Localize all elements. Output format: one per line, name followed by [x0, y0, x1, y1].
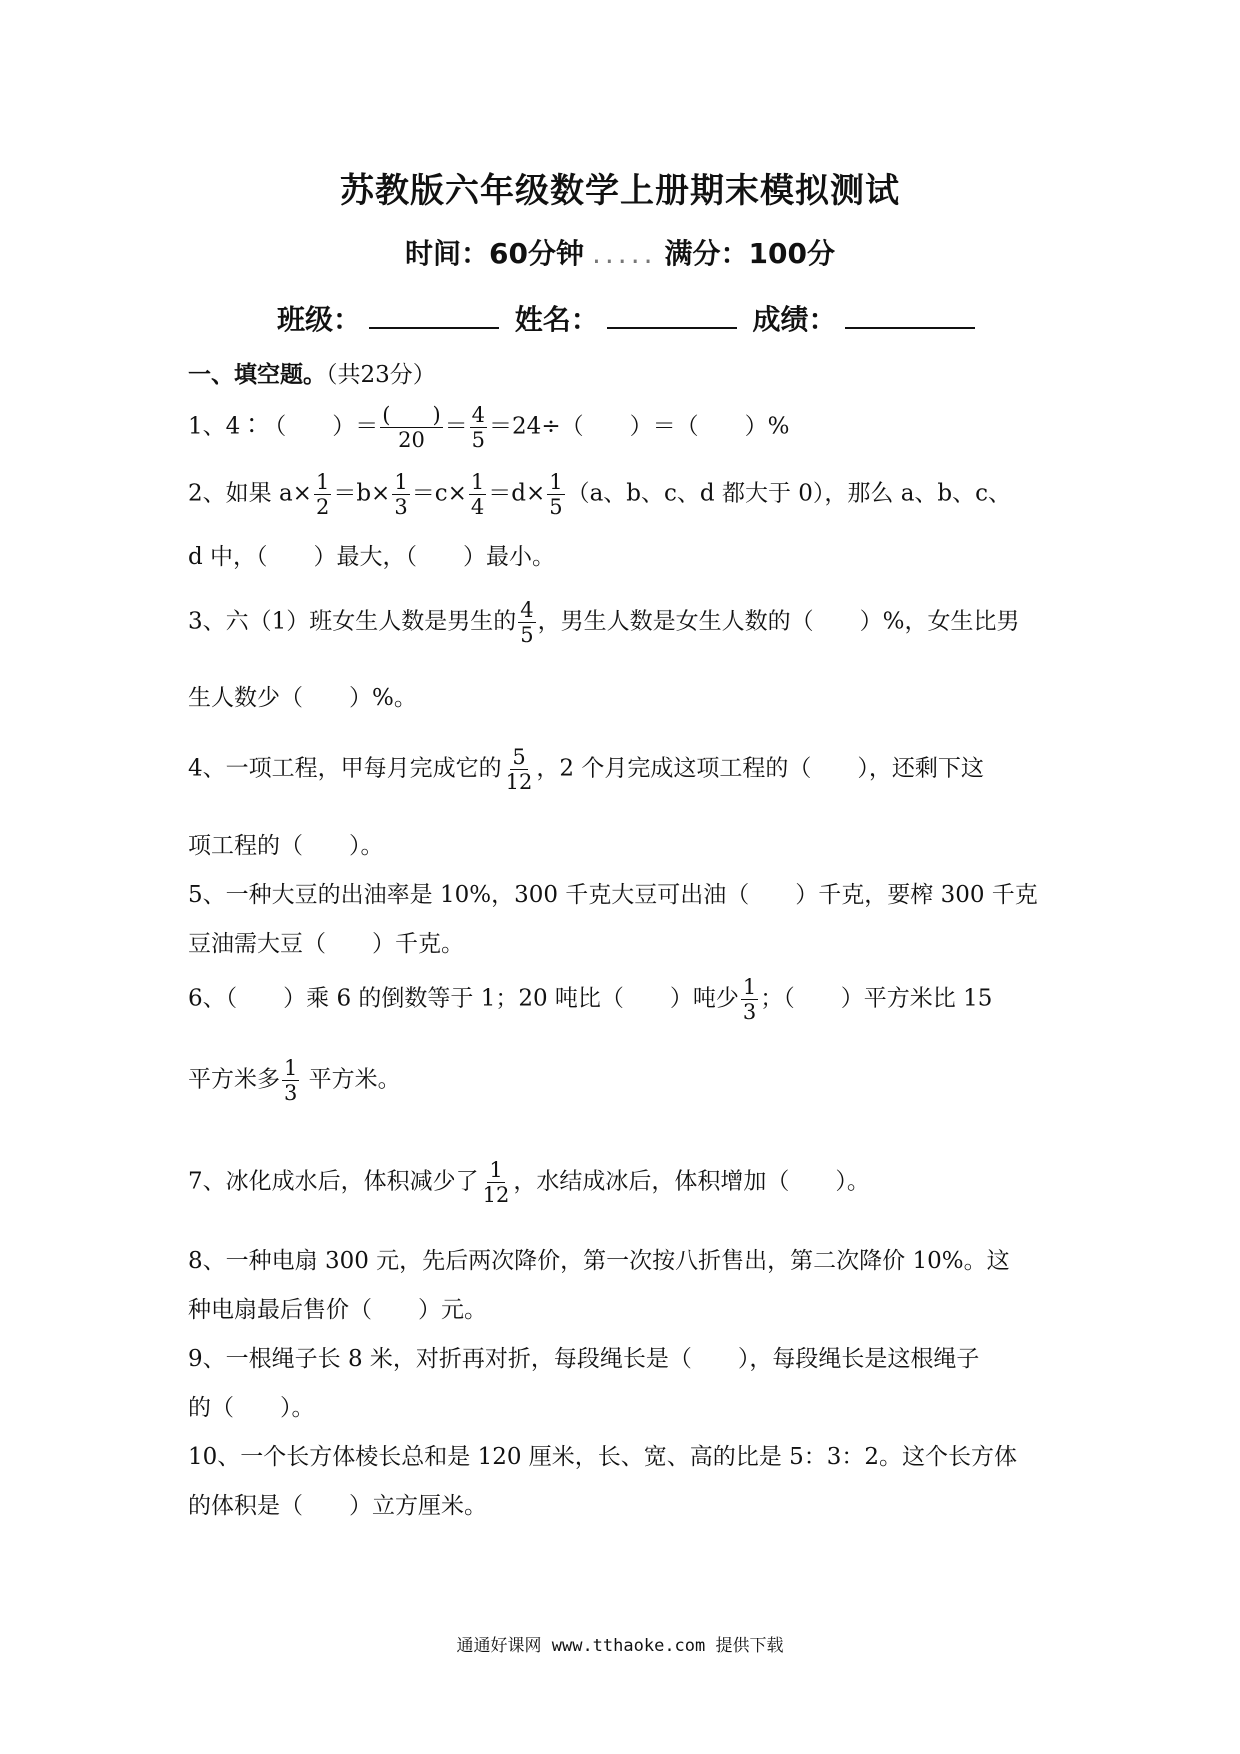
question-8-line-2: 种电扇最后售价（ ）元。 — [188, 1297, 487, 1323]
class-label: 班级： — [277, 303, 362, 336]
student-info — [277, 298, 981, 338]
q1-equals: ＝ — [444, 413, 468, 440]
q1-fraction-1: $\frac{( )}{20}$ — [382, 403, 441, 452]
section-points: （共23分） — [326, 362, 436, 388]
q2-fraction-2: $\frac{1}{3}$ — [394, 470, 408, 519]
name-blank — [607, 301, 737, 329]
question-3 — [188, 598, 1020, 647]
question-10: 10、一个长方体棱长总和是 120 厘米，长、宽、高的比是 5：3：2。这个长方体 — [188, 1444, 1017, 1470]
q6-fraction-1: $\frac{1}{3}$ — [742, 975, 757, 1024]
exam-meta — [0, 232, 1240, 272]
page-title: 苏教版六年级数学上册期末模拟测试 — [340, 171, 900, 211]
q4-fraction: $\frac{5}{12}$ — [505, 745, 533, 794]
q1-text-a: 1、4∶（ ）＝ — [188, 413, 379, 440]
q3-text-a: 3、六（1）班女生人数是男生的 — [188, 608, 517, 635]
q3-text-b: ，男生人数是女生人数的（ ）%，女生比男 — [537, 608, 1020, 635]
section-heading — [188, 356, 436, 389]
q2-fraction-3: $\frac{1}{4}$ — [470, 470, 485, 519]
q7-text-a: 7、冰化成水后，体积减少了 — [188, 1168, 479, 1195]
question-3-line-2: 生人数少（ ）%。 — [188, 685, 417, 711]
q2-text-e: （a、b、c、d 都大于 0），那么 a、b、c、 — [566, 480, 1012, 507]
exam-full-score: 满分：100分 — [664, 237, 835, 270]
q2-text-b: ＝b× — [333, 480, 391, 507]
q7-fraction: $\frac{1}{12}$ — [482, 1158, 510, 1207]
grade-label: 成绩： — [752, 303, 837, 336]
section-title: 一、填空题。 — [188, 362, 326, 388]
q1-fraction-2: $\frac{4}{5}$ — [471, 403, 486, 452]
question-2 — [188, 470, 1011, 519]
question-5: 5、一种大豆的出油率是 10%，300 千克大豆可出油（ ）千克，要榨 300 千克 — [188, 882, 1038, 908]
q4-text-a: 4、一项工程，甲每月完成它的 — [188, 755, 502, 782]
q6-text-b: ；（ ）平方米比 15 — [760, 985, 993, 1012]
question-5-line-2: 豆油需大豆（ ）千克。 — [188, 931, 464, 957]
footer-source: 通通好课网 www.tthaoke.com 提供下载 — [456, 1636, 784, 1656]
exam-time: 时间：60分钟 — [405, 237, 584, 270]
q6-text-c: 平方米多 — [188, 1066, 280, 1093]
question-6 — [188, 975, 992, 1024]
question-9-line-2: 的（ ）。 — [188, 1395, 315, 1421]
question-8: 8、一种电扇 300 元，先后两次降价，第一次按八折售出，第二次降价 10%。这 — [188, 1248, 1010, 1274]
question-4 — [188, 745, 984, 794]
question-1 — [188, 403, 789, 452]
question-9: 9、一根绳子长 8 米，对折再对折，每段绳长是（ ），每段绳长是这根绳子 — [188, 1346, 980, 1372]
q2-text-a: 2、如果 a× — [188, 480, 312, 507]
q6-fraction-2: $\frac{1}{3}$ — [284, 1056, 298, 1105]
q2-fraction-4: $\frac{1}{5}$ — [549, 470, 563, 519]
question-10-line-2: 的体积是（ ）立方厘米。 — [188, 1493, 487, 1519]
q2-text-d: ＝d× — [488, 480, 546, 507]
meta-dots: ..... — [592, 237, 657, 270]
question-7 — [188, 1158, 870, 1207]
q6-text-d: 平方米。 — [301, 1066, 401, 1093]
q6-text-a: 6、（ ）乘 6 的倒数等于 1；20 吨比（ ）吨少 — [188, 985, 739, 1012]
q4-text-b: ，2 个月完成这项工程的（ ），还剩下这 — [536, 755, 984, 782]
question-2-line-2: d 中，（ ）最大，（ ）最小。 — [188, 544, 556, 570]
q1-text-b: ＝24÷（ ）＝（ ）% — [489, 413, 790, 440]
q2-text-c: ＝c× — [411, 480, 467, 507]
q7-text-b: ，水结成冰后，体积增加（ ）。 — [513, 1168, 870, 1195]
name-label: 姓名： — [514, 303, 599, 336]
question-6-line-2 — [188, 1056, 401, 1105]
class-blank — [369, 301, 499, 329]
grade-blank — [845, 301, 975, 329]
q2-fraction-1: $\frac{1}{2}$ — [315, 470, 330, 519]
q3-fraction: $\frac{4}{5}$ — [520, 598, 534, 647]
question-4-line-2: 项工程的（ ）。 — [188, 833, 384, 859]
